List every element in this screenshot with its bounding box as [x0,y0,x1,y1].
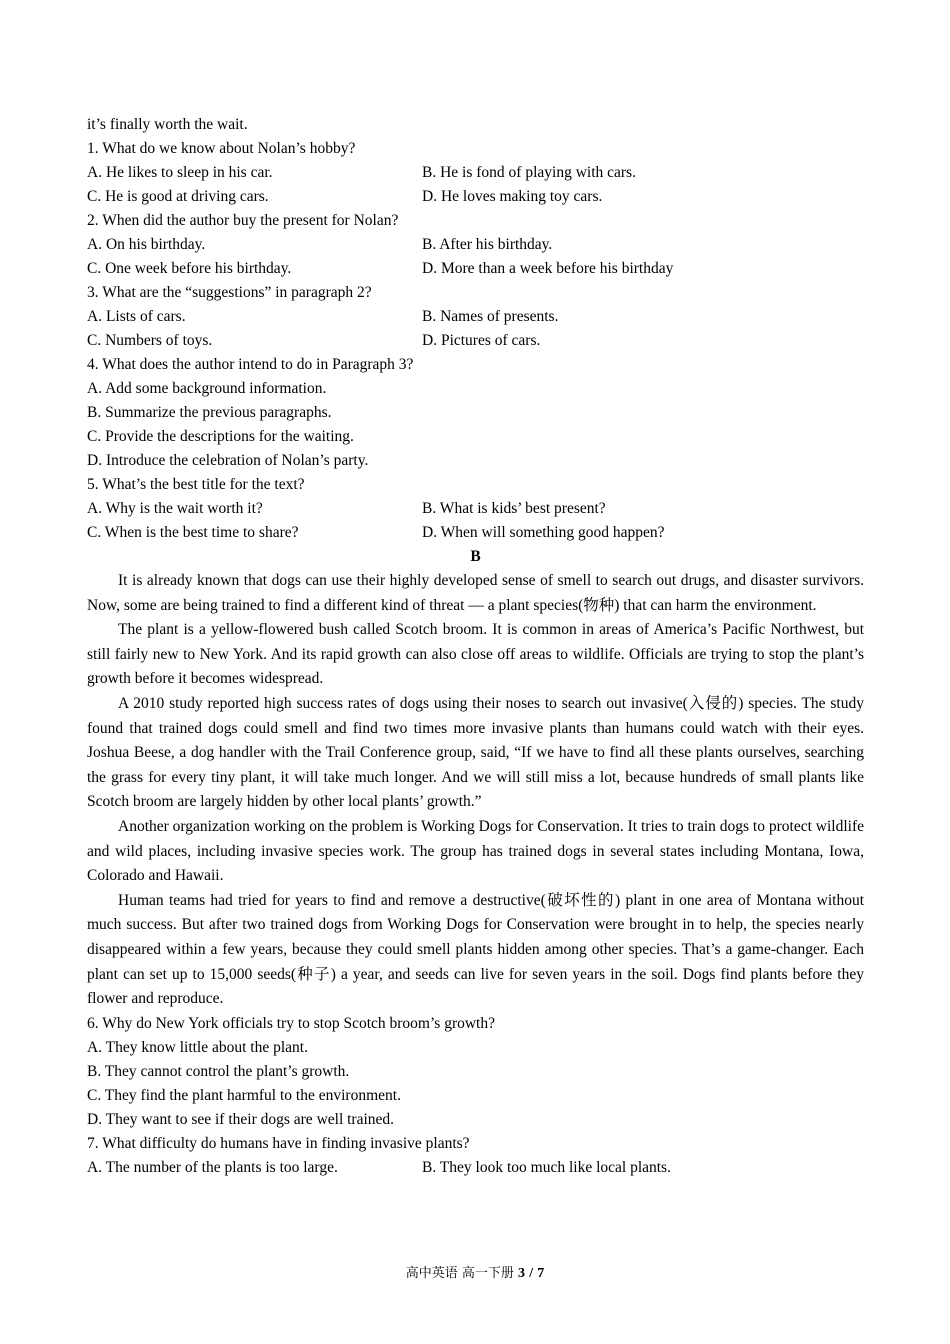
option-a: A. He likes to sleep in his car. [87,164,273,181]
page-content [87,113,864,1180]
question-3: 3. What are the “suggestions” in paragraph 2? [87,284,372,301]
option-d: D. Pictures of cars. [422,332,541,349]
option-a: A. The number of the plants is too large. [87,1158,338,1176]
question-7-options [87,1156,864,1180]
option-c: C. One week before his birthday. [87,260,292,277]
option-a: A. Add some background information. [87,380,327,397]
option-a: A. Lists of cars. [87,308,186,325]
option-c: C. Numbers of toys. [87,332,213,349]
option-d: D. He loves making toy cars. [422,188,603,205]
option-d: D. They want to see if their dogs are well trained. [87,1110,395,1128]
option-c: C. When is the best time to share? [87,524,299,541]
question-5: 5. What’s the best title for the text? [87,476,305,493]
option-b: B. Names of presents. [422,308,559,325]
question-1: 1. What do we know about Nolan’s hobby? [87,140,356,157]
question-6: 6. Why do New York officials try to stop Scotch broom’s growth? [87,1014,495,1032]
option-a: A. Why is the wait worth it? [87,500,263,517]
question-1-options [87,161,864,185]
option-d: D. Introduce the celebration of Nolan’s party. [87,452,369,469]
passage-b-paragraph-3: A 2010 study reported high success rates of dogs using their noses to search out invasive(入侵的) species. The study found that trained dogs could smell and find two times more invasive plants than humans could watch with their eyes. Joshua Beese, a dog handler with the Trail Conference group, said, “If we have to find all these plants ourselves, searching the grass for every tiny plant, it will take much longer. And we will still miss a lot, because hundreds of small plants like Scotch broom are largely hidden by other local plants’ growth.” [87,694,864,811]
footer-separator: / [529,1266,534,1281]
passage-b-paragraph-2: The plant is a yellow-flowered bush called Scotch broom. It is common in areas of America’s Pacific Northwest, but still fairly new to New York. And its rapid growth can also close off areas to wildlife. Officials are trying to stop the plant’s growth before it becomes widespread. [87,621,864,688]
option-a: A. On his birthday. [87,236,206,253]
option-c: C. He is good at driving cars. [87,188,269,205]
option-c: C. Provide the descriptions for the waiting. [87,428,354,445]
footer-page-total: 7 [537,1266,545,1281]
option-b: B. He is fond of playing with cars. [422,164,636,181]
question-2: 2. When did the author buy the present for Nolan? [87,212,399,229]
option-b: B. After his birthday. [422,236,553,253]
option-c: C. They find the plant harmful to the environment. [87,1086,401,1104]
question-3-options [87,329,864,353]
option-b: B. They look too much like local plants. [422,1158,671,1176]
question-7: 7. What difficulty do humans have in finding invasive plants? [87,1134,470,1152]
option-d: D. More than a week before his birthday [422,260,674,277]
section-b-heading: B [470,548,481,565]
footer-page-number: 3 [518,1266,526,1281]
option-a: A. They know little about the plant. [87,1038,308,1056]
passage-a-tail: it’s finally worth the wait. [87,116,248,133]
question-1-options [87,185,864,209]
question-5-options [87,497,864,521]
passage-b-paragraph-5: Human teams had tried for years to find and remove a destructive(破坏性的) plant in one area of Montana without much success. But after two trained dogs from Working Dogs for Conservation were brought in to help, the species nearly disappeared within a few years, because they could smell plants hidden among other species. That’s a game-changer. Each plant can set up to 15,000 seeds(种子) a year, and seeds can live for seven years in the soil. Dogs find plants before they flower and reproduce. [87,891,864,1008]
footer-subject: 高中英语 高一下册 [405,1266,514,1281]
passage-b-paragraph-4: Another organization working on the problem is Working Dogs for Conservation. It tries to train dogs to protect wildlife and wild places, including invasive species work. The group has trained dogs in several states including Montana, Iowa, Colorado and Hawaii. [87,817,864,885]
page-footer [0,1262,950,1282]
question-2-options [87,233,864,257]
question-5-options [87,521,864,545]
option-b: B. They cannot control the plant’s growth. [87,1062,350,1080]
option-d: D. When will something good happen? [422,524,665,541]
option-b: B. Summarize the previous paragraphs. [87,404,332,421]
passage-b-paragraph-1: It is already known that dogs can use their highly developed sense of smell to search out drugs, and disaster survivors. Now, some are being trained to find a different kind of threat — a plant species(物种) that can harm the environment. [87,572,864,614]
option-b: B. What is kids’ best present? [422,500,606,517]
question-2-options [87,257,864,281]
question-4: 4. What does the author intend to do in Paragraph 3? [87,356,414,373]
question-3-options [87,305,864,329]
